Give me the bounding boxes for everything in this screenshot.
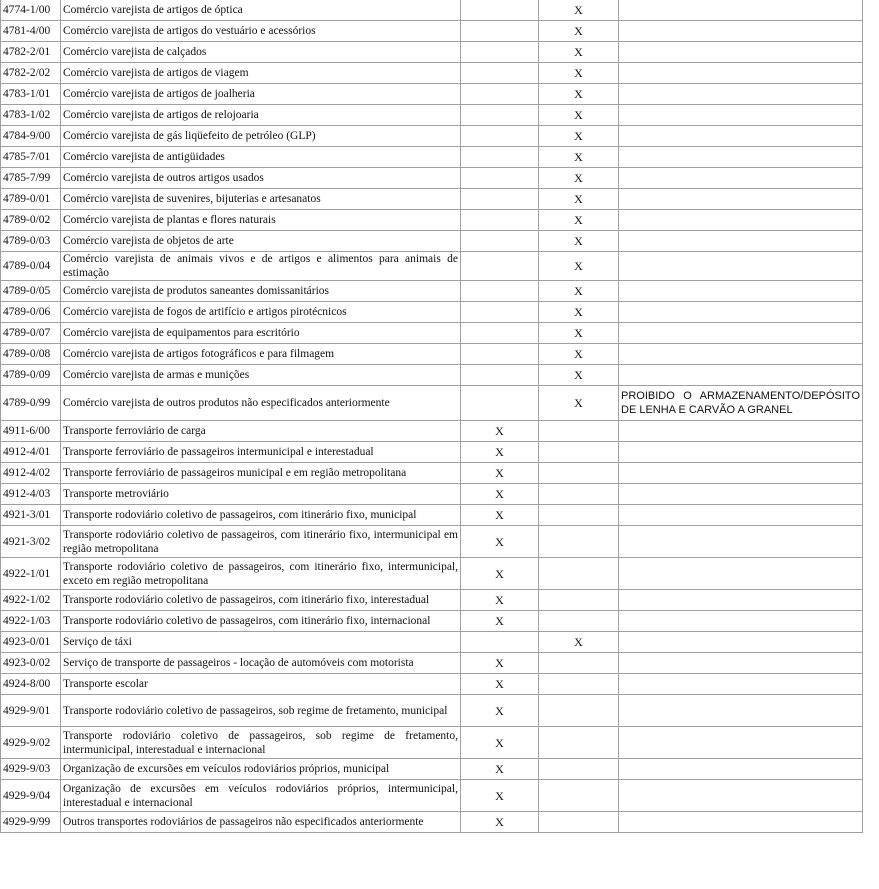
- observation-cell: [619, 323, 863, 344]
- cnae-code-cell: 4789-0/06: [1, 302, 61, 323]
- column-a-mark-cell: [461, 632, 539, 653]
- column-b-mark-cell: [539, 526, 619, 558]
- cnae-code-cell: 4912-4/02: [1, 463, 61, 484]
- activity-description-cell: Comércio varejista de objetos de arte: [61, 231, 461, 252]
- table-row: [1, 323, 863, 344]
- activity-description-cell: Comércio varejista de artigos fotográficos e para filmagem: [61, 344, 461, 365]
- activity-description-cell: Transporte rodoviário coletivo de passageiros, sob regime de fretamento, intermunicipal, interestadual e internacional: [61, 727, 461, 759]
- column-b-mark-cell: [539, 442, 619, 463]
- column-a-mark-cell: [461, 0, 539, 21]
- cnae-code-cell: 4782-2/02: [1, 63, 61, 84]
- column-b-mark-cell: X: [539, 281, 619, 302]
- cnae-code-cell: 4781-4/00: [1, 21, 61, 42]
- cnae-code-cell: 4782-2/01: [1, 42, 61, 63]
- observation-cell: [619, 611, 863, 632]
- observation-cell: [619, 365, 863, 386]
- activity-description-cell: Comércio varejista de plantas e flores naturais: [61, 210, 461, 231]
- observation-cell: [619, 252, 863, 281]
- column-b-mark-cell: [539, 653, 619, 674]
- column-b-mark-cell: [539, 590, 619, 611]
- column-b-mark-cell: X: [539, 365, 619, 386]
- column-a-mark-cell: X: [461, 780, 539, 812]
- observation-cell: [619, 632, 863, 653]
- activity-description-cell: Transporte rodoviário coletivo de passageiros, com itinerário fixo, intermunicipal, exceto em região metropolitana: [61, 558, 461, 590]
- column-b-mark-cell: X: [539, 344, 619, 365]
- table-row: [1, 463, 863, 484]
- column-b-mark-cell: X: [539, 323, 619, 344]
- cnae-code-cell: 4785-7/01: [1, 147, 61, 168]
- cnae-code-cell: 4784-9/00: [1, 126, 61, 147]
- column-a-mark-cell: [461, 323, 539, 344]
- column-a-mark-cell: [461, 365, 539, 386]
- cnae-code-cell: 4929-9/99: [1, 812, 61, 833]
- column-a-mark-cell: [461, 21, 539, 42]
- activity-description-cell: Transporte rodoviário coletivo de passageiros, sob regime de fretamento, municipal: [61, 695, 461, 727]
- cnae-code-cell: 4789-0/99: [1, 386, 61, 421]
- column-a-mark-cell: X: [461, 442, 539, 463]
- observation-cell: [619, 0, 863, 21]
- observation-cell: [619, 421, 863, 442]
- activity-description-cell: Comércio varejista de outros produtos não especificados anteriormente: [61, 386, 461, 421]
- table-row: [1, 484, 863, 505]
- table-row: [1, 759, 863, 780]
- activity-description-cell: Transporte escolar: [61, 674, 461, 695]
- activity-description-cell: Comércio varejista de artigos de relojoaria: [61, 105, 461, 126]
- column-a-mark-cell: X: [461, 421, 539, 442]
- cnae-code-cell: 4789-0/09: [1, 365, 61, 386]
- column-b-mark-cell: X: [539, 0, 619, 21]
- cnae-code-cell: 4929-9/02: [1, 727, 61, 759]
- activity-description-cell: Transporte rodoviário coletivo de passageiros, com itinerário fixo, intermunicipal em região metropolitana: [61, 526, 461, 558]
- column-a-mark-cell: [461, 63, 539, 84]
- table-row: [1, 590, 863, 611]
- column-a-mark-cell: [461, 344, 539, 365]
- cnae-code-cell: 4789-0/08: [1, 344, 61, 365]
- activity-description-cell: Transporte rodoviário coletivo de passageiros, com itinerário fixo, interestadual: [61, 590, 461, 611]
- activity-description-cell: Transporte ferroviário de passageiros intermunicipal e interestadual: [61, 442, 461, 463]
- column-a-mark-cell: [461, 189, 539, 210]
- column-b-mark-cell: [539, 505, 619, 526]
- observation-cell: [619, 442, 863, 463]
- cnae-code-cell: 4929-9/01: [1, 695, 61, 727]
- activity-description-cell: Comércio varejista de fogos de artifício e artigos pirotécnicos: [61, 302, 461, 323]
- cnae-code-cell: 4921-3/01: [1, 505, 61, 526]
- column-a-mark-cell: [461, 126, 539, 147]
- table-row: [1, 21, 863, 42]
- table-row: [1, 168, 863, 189]
- column-a-mark-cell: X: [461, 695, 539, 727]
- column-a-mark-cell: X: [461, 526, 539, 558]
- observation-cell: [619, 463, 863, 484]
- column-b-mark-cell: X: [539, 252, 619, 281]
- cnae-code-cell: 4789-0/05: [1, 281, 61, 302]
- table-row: [1, 421, 863, 442]
- observation-cell: [619, 84, 863, 105]
- cnae-code-cell: 4923-0/02: [1, 653, 61, 674]
- observation-cell: [619, 590, 863, 611]
- column-b-mark-cell: X: [539, 21, 619, 42]
- column-b-mark-cell: [539, 812, 619, 833]
- table-row: [1, 105, 863, 126]
- table-row: [1, 231, 863, 252]
- activity-description-cell: Serviço de táxi: [61, 632, 461, 653]
- table-row: [1, 365, 863, 386]
- cnae-code-cell: 4789-0/04: [1, 252, 61, 281]
- table-row: [1, 281, 863, 302]
- column-b-mark-cell: X: [539, 84, 619, 105]
- activity-description-cell: Comércio varejista de animais vivos e de artigos e alimentos para animais de estimação: [61, 252, 461, 281]
- column-a-mark-cell: [461, 231, 539, 252]
- column-b-mark-cell: X: [539, 126, 619, 147]
- activity-description-cell: Transporte metroviário: [61, 484, 461, 505]
- column-a-mark-cell: X: [461, 590, 539, 611]
- column-b-mark-cell: [539, 611, 619, 632]
- table-row: [1, 442, 863, 463]
- column-a-mark-cell: X: [461, 759, 539, 780]
- activity-description-cell: Transporte ferroviário de carga: [61, 421, 461, 442]
- column-b-mark-cell: X: [539, 632, 619, 653]
- observation-cell: [619, 21, 863, 42]
- table-row: [1, 526, 863, 558]
- column-b-mark-cell: [539, 780, 619, 812]
- table-row: [1, 505, 863, 526]
- activity-description-cell: Comércio varejista de gás liqüefeito de petróleo (GLP): [61, 126, 461, 147]
- table-row: [1, 302, 863, 323]
- observation-cell: [619, 189, 863, 210]
- observation-cell: [619, 653, 863, 674]
- activity-description-cell: Comércio varejista de calçados: [61, 42, 461, 63]
- table-row: [1, 42, 863, 63]
- activity-description-cell: Comércio varejista de artigos do vestuário e acessórios: [61, 21, 461, 42]
- observation-cell: PROIBIDO O ARMAZENAMENTO/DEPÓSITO DE LENHA E CARVÃO A GRANEL: [619, 386, 863, 421]
- observation-cell: [619, 526, 863, 558]
- column-a-mark-cell: [461, 252, 539, 281]
- column-a-mark-cell: [461, 281, 539, 302]
- cnae-code-cell: 4911-6/00: [1, 421, 61, 442]
- cnae-code-cell: 4912-4/03: [1, 484, 61, 505]
- table-row: [1, 252, 863, 281]
- observation-cell: [619, 63, 863, 84]
- column-b-mark-cell: X: [539, 231, 619, 252]
- cnae-code-cell: 4774-1/00: [1, 0, 61, 21]
- observation-cell: [619, 558, 863, 590]
- table-body: [1, 0, 863, 833]
- column-a-mark-cell: [461, 168, 539, 189]
- column-a-mark-cell: [461, 302, 539, 323]
- column-a-mark-cell: X: [461, 484, 539, 505]
- observation-cell: [619, 210, 863, 231]
- cnae-code-cell: 4789-0/07: [1, 323, 61, 344]
- activity-description-cell: Comércio varejista de artigos de óptica: [61, 0, 461, 21]
- column-a-mark-cell: X: [461, 463, 539, 484]
- column-b-mark-cell: [539, 463, 619, 484]
- activity-description-cell: Comércio varejista de equipamentos para escritório: [61, 323, 461, 344]
- table-row: [1, 147, 863, 168]
- observation-cell: [619, 147, 863, 168]
- column-a-mark-cell: [461, 210, 539, 231]
- activity-description-cell: Transporte rodoviário coletivo de passageiros, com itinerário fixo, municipal: [61, 505, 461, 526]
- observation-cell: [619, 105, 863, 126]
- column-b-mark-cell: X: [539, 189, 619, 210]
- activity-description-cell: Serviço de transporte de passageiros - locação de automóveis com motorista: [61, 653, 461, 674]
- cnae-code-cell: 4789-0/03: [1, 231, 61, 252]
- column-b-mark-cell: X: [539, 386, 619, 421]
- column-b-mark-cell: [539, 558, 619, 590]
- activity-description-cell: Comércio varejista de artigos de joalheria: [61, 84, 461, 105]
- activity-description-cell: Comércio varejista de antigüidades: [61, 147, 461, 168]
- table-row: [1, 674, 863, 695]
- cnae-code-cell: 4912-4/01: [1, 442, 61, 463]
- table-row: [1, 126, 863, 147]
- activity-description-cell: Comércio varejista de produtos saneantes domissanitários: [61, 281, 461, 302]
- column-b-mark-cell: X: [539, 147, 619, 168]
- observation-cell: [619, 126, 863, 147]
- column-a-mark-cell: X: [461, 812, 539, 833]
- column-b-mark-cell: [539, 727, 619, 759]
- observation-cell: [619, 484, 863, 505]
- column-b-mark-cell: X: [539, 210, 619, 231]
- cnae-code-cell: 4789-0/01: [1, 189, 61, 210]
- table-row: [1, 386, 863, 421]
- table-row: [1, 653, 863, 674]
- cnae-code-cell: 4921-3/02: [1, 526, 61, 558]
- table-row: [1, 695, 863, 727]
- cnae-code-cell: 4783-1/02: [1, 105, 61, 126]
- cnae-code-cell: 4924-8/00: [1, 674, 61, 695]
- cnae-code-cell: 4789-0/02: [1, 210, 61, 231]
- activity-description-cell: Comércio varejista de armas e munições: [61, 365, 461, 386]
- observation-cell: [619, 505, 863, 526]
- cnae-code-cell: 4785-7/99: [1, 168, 61, 189]
- column-a-mark-cell: [461, 42, 539, 63]
- cnae-code-cell: 4922-1/01: [1, 558, 61, 590]
- activity-description-cell: Transporte rodoviário coletivo de passageiros, com itinerário fixo, internacional: [61, 611, 461, 632]
- observation-cell: [619, 168, 863, 189]
- column-b-mark-cell: [539, 674, 619, 695]
- column-a-mark-cell: [461, 147, 539, 168]
- column-a-mark-cell: X: [461, 674, 539, 695]
- observation-cell: [619, 42, 863, 63]
- table-row: [1, 780, 863, 812]
- activity-description-cell: Transporte ferroviário de passageiros municipal e em região metropolitana: [61, 463, 461, 484]
- activity-description-cell: Outros transportes rodoviários de passageiros não especificados anteriormente: [61, 812, 461, 833]
- observation-cell: [619, 344, 863, 365]
- activity-description-cell: Comércio varejista de artigos de viagem: [61, 63, 461, 84]
- table-row: [1, 210, 863, 231]
- table-row: [1, 63, 863, 84]
- observation-cell: [619, 759, 863, 780]
- column-a-mark-cell: X: [461, 727, 539, 759]
- observation-cell: [619, 812, 863, 833]
- column-a-mark-cell: X: [461, 611, 539, 632]
- column-b-mark-cell: X: [539, 302, 619, 323]
- column-a-mark-cell: X: [461, 505, 539, 526]
- column-b-mark-cell: X: [539, 63, 619, 84]
- column-b-mark-cell: X: [539, 168, 619, 189]
- column-a-mark-cell: X: [461, 653, 539, 674]
- cnae-code-cell: 4929-9/03: [1, 759, 61, 780]
- table-row: [1, 611, 863, 632]
- table-row: [1, 0, 863, 21]
- cnae-code-cell: 4929-9/04: [1, 780, 61, 812]
- column-a-mark-cell: X: [461, 558, 539, 590]
- activity-description-cell: Comércio varejista de outros artigos usados: [61, 168, 461, 189]
- column-b-mark-cell: X: [539, 42, 619, 63]
- table-row: [1, 189, 863, 210]
- cnae-code-cell: 4922-1/03: [1, 611, 61, 632]
- activity-description-cell: Organização de excursões em veículos rodoviários próprios, municipal: [61, 759, 461, 780]
- cnae-code-cell: 4783-1/01: [1, 84, 61, 105]
- table-row: [1, 727, 863, 759]
- column-a-mark-cell: [461, 105, 539, 126]
- observation-cell: [619, 231, 863, 252]
- cnae-code-cell: 4923-0/01: [1, 632, 61, 653]
- column-b-mark-cell: [539, 484, 619, 505]
- column-b-mark-cell: [539, 421, 619, 442]
- activity-description-cell: Comércio varejista de suvenires, bijuterias e artesanatos: [61, 189, 461, 210]
- column-b-mark-cell: X: [539, 105, 619, 126]
- table-row: [1, 344, 863, 365]
- table-row: [1, 558, 863, 590]
- column-a-mark-cell: [461, 84, 539, 105]
- observation-cell: [619, 780, 863, 812]
- observation-cell: [619, 674, 863, 695]
- observation-cell: [619, 281, 863, 302]
- table-row: [1, 632, 863, 653]
- column-a-mark-cell: [461, 386, 539, 421]
- activity-description-cell: Organização de excursões em veículos rodoviários próprios, intermunicipal, interestadual e internacional: [61, 780, 461, 812]
- cnae-code-cell: 4922-1/02: [1, 590, 61, 611]
- table-row: [1, 84, 863, 105]
- observation-cell: [619, 695, 863, 727]
- observation-cell: [619, 302, 863, 323]
- observation-cell: [619, 727, 863, 759]
- table-row: [1, 812, 863, 833]
- column-b-mark-cell: [539, 759, 619, 780]
- column-b-mark-cell: [539, 695, 619, 727]
